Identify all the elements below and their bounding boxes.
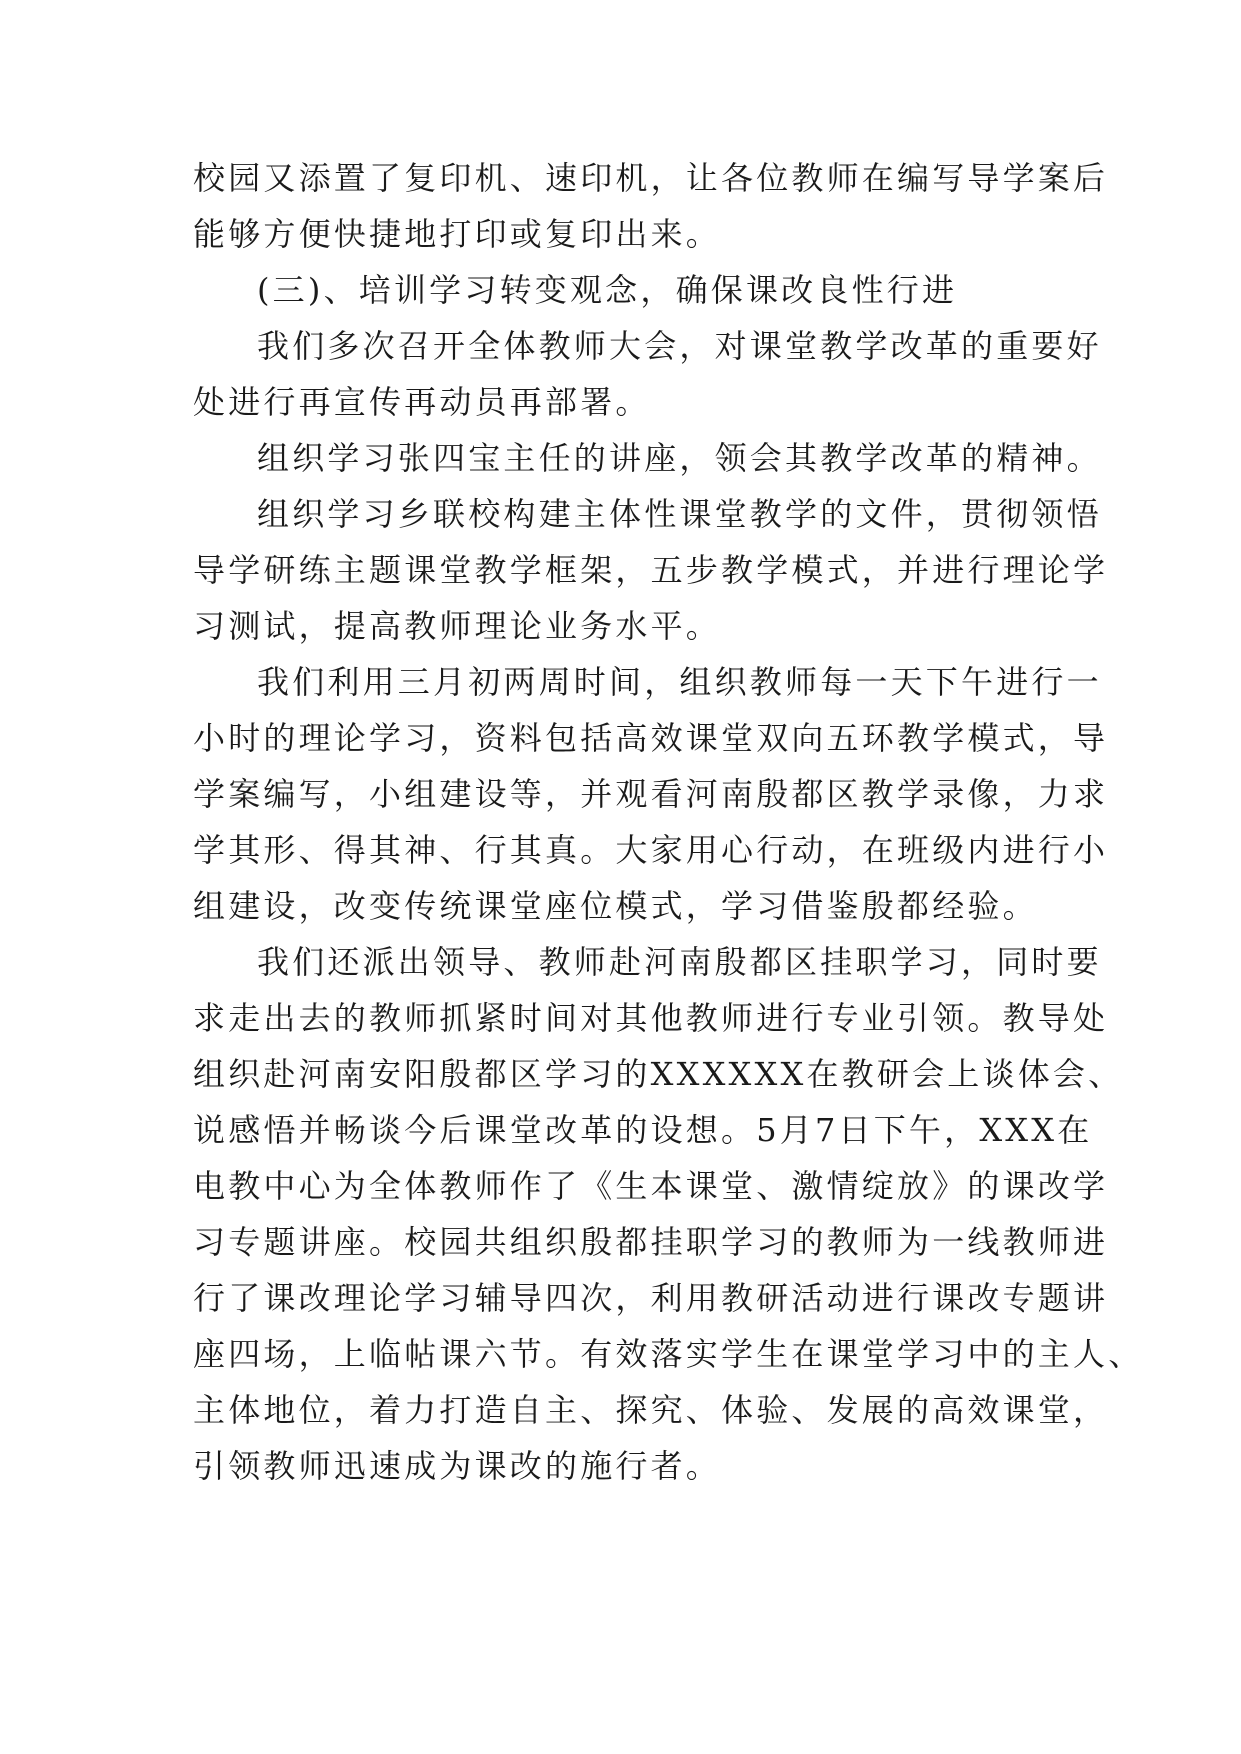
- text-line: 座四场，上临帖课六节。有效落实学生在课堂学习中的主人、: [193, 1335, 1144, 1373]
- text-line: 求走出去的教师抓紧时间对其他教师进行专业引领。教导处: [193, 999, 1109, 1037]
- text-line: 主体地位，着力打造自主、探究、体验、发展的高效课堂，: [193, 1391, 1109, 1429]
- text-line: 组建设，改变传统课堂座位模式，学习借鉴殷都经验。: [193, 887, 1038, 925]
- text-line: 电教中心为全体教师作了《生本课堂、激情绽放》的课改学: [193, 1167, 1109, 1205]
- text-line: 校园又添置了复印机、速印机，让各位教师在编写导学案后: [193, 159, 1109, 197]
- text-line: 导学研练主题课堂教学框架，五步教学模式，并进行理论学: [193, 551, 1109, 589]
- text-line: 我们利用三月初两周时间，组织教师每一天下午进行一: [257, 663, 1102, 701]
- text-line: 学案编写，小组建设等，并观看河南殷都区教学录像，力求: [193, 775, 1109, 813]
- text-line: 习测试，提高教师理论业务水平。: [193, 607, 722, 645]
- body-text: [193, 150, 1144, 1494]
- text-line: 引领教师迅速成为课改的施行者。: [193, 1447, 722, 1485]
- section-heading: (三)、培训学习转变观念，确保课改良性行进: [257, 271, 958, 309]
- text-line: 小时的理论学习，资料包括高效课堂双向五环教学模式，导: [193, 719, 1109, 757]
- text-line: 行了课改理论学习辅导四次，利用教研活动进行课改专题讲: [193, 1279, 1109, 1317]
- text-line: 组织学习乡联校构建主体性课堂教学的文件，贯彻领悟: [257, 495, 1102, 533]
- text-line: 我们多次召开全体教师大会，对课堂教学改革的重要好: [257, 327, 1102, 365]
- text-line: 处进行再宣传再动员再部署。: [193, 383, 651, 421]
- text-line: 组织赴河南安阳殷都区学习的XXXXXX在教研会上谈体会、: [193, 1055, 1124, 1093]
- text-line: 能够方便快捷地打印或复印出来。: [193, 215, 722, 253]
- text-line: 我们还派出领导、教师赴河南殷都区挂职学习，同时要: [257, 943, 1102, 981]
- text-line: 习专题讲座。校园共组织殷都挂职学习的教师为一线教师进: [193, 1223, 1109, 1261]
- text-line: 组织学习张四宝主任的讲座，领会其教学改革的精神。: [257, 439, 1102, 477]
- text-line: 说感悟并畅谈今后课堂改革的设想。5月7日下午，XXX在: [193, 1111, 1093, 1149]
- text-line: 学其形、得其神、行其真。大家用心行动，在班级内进行小: [193, 831, 1109, 869]
